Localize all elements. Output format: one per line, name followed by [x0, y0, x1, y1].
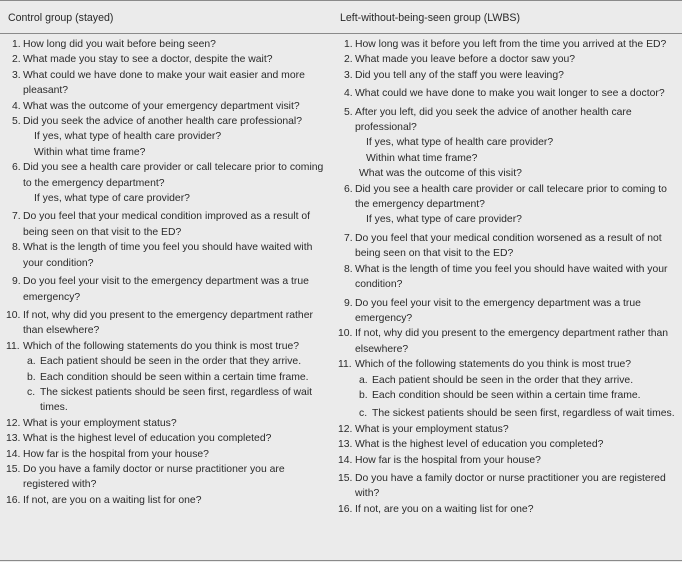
- control-q14: 14. How far is the hospital from your house?: [6, 448, 209, 460]
- control-q12: 12. What is your employment status?: [6, 417, 177, 429]
- lwbs-q1: 1. How long was it before you left from the time you arrived at the ED?: [344, 39, 667, 50]
- lwbs-q6a: If yes, what type of care provider?: [366, 214, 522, 226]
- control-q8: 8. What is the length of time you feel you should have waited with your condition?: [12, 242, 313, 269]
- control-q10: 10. If not, why did you present to the emergency department rather than elsewhere?: [6, 309, 313, 337]
- control-q9: 9. Do you feel your visit to the emergency department was a true emergency?: [12, 276, 309, 303]
- lwbs-q13: 13. What is the highest level of education you completed?: [338, 439, 604, 451]
- control-q6a: If yes, what type of care provider?: [34, 193, 190, 205]
- bottom-rule: [0, 560, 682, 561]
- lwbs-q6: 6. Did you see a health care provider or call telecare prior to coming to the emergency department?: [344, 183, 667, 211]
- lwbs-q14: 14. How far is the hospital from your house?: [338, 454, 541, 466]
- header-lwbs: Left-without-being-seen group (LWBS): [340, 12, 520, 24]
- lwbs-q5b: Within what time frame?: [366, 152, 478, 164]
- lwbs-q5: 5. After you left, did you seek the advice of another health care professional?: [344, 106, 632, 134]
- control-q4: 4. What was the outcome of your emergency department visit?: [12, 100, 300, 112]
- lwbs-q3: 3. Did you tell any of the staff you were leaving?: [344, 69, 564, 81]
- control-q13: 13. What is the highest level of education you completed?: [6, 433, 272, 445]
- control-q1: 1. How long did you wait before being seen?: [12, 39, 216, 50]
- lwbs-q4: 4. What could we have done to make you wait longer to see a doctor?: [344, 88, 665, 100]
- control-q11: 11. Which of the following statements do you think is most true?: [6, 340, 300, 352]
- lwbs-q7: 7. Do you feel that your medical condition worsened as a result of not being seen on that visit to the ED?: [344, 232, 662, 260]
- lwbs-q15: 15. Do you have a family doctor or nurse practitioner you are registered with?: [338, 472, 666, 500]
- header-control: Control group (stayed): [8, 12, 114, 24]
- control-q16: 16. If not, are you on a waiting list for one?: [6, 494, 202, 506]
- control-q11c: c. The sickest patients should be seen first, regardless of wait times.: [27, 386, 313, 414]
- lwbs-q11b: b. Each condition should be seen within a certain time frame.: [359, 389, 641, 401]
- control-q11b: b. Each condition should be seen within a certain time frame.: [27, 371, 309, 383]
- control-q5: 5. Did you seek the advice of another health care professional?: [12, 116, 302, 128]
- control-q5a: If yes, what type of health care provider?: [34, 131, 222, 143]
- lwbs-q9: 9. Do you feel your visit to the emergency department was a true emergency?: [344, 297, 641, 324]
- lwbs-column: [340, 37, 676, 517]
- control-q11a: a. Each patient should be seen in the order that they arrive.: [27, 356, 302, 368]
- table-header: [0, 0, 682, 34]
- lwbs-q11a: a. Each patient should be seen in the order that they arrive.: [359, 374, 634, 386]
- control-q7: 7. Do you feel that your medical condition improved as a result of being seen on that visit to the ED?: [12, 211, 311, 238]
- lwbs-q2: 2. What made you leave before a doctor saw you?: [344, 54, 576, 66]
- control-column: [8, 37, 330, 508]
- control-q6: 6. Did you see a health care provider or call telecare prior to coming to the emergency department?: [12, 162, 324, 189]
- control-q2: 2. What made you stay to see a doctor, despite the wait?: [12, 54, 273, 66]
- control-q15: 15. Do you have a family doctor or nurse practitioner you are registered with?: [6, 463, 285, 491]
- lwbs-q16: 16. If not, are you on a waiting list for one?: [338, 503, 534, 515]
- lwbs-q8: 8. What is the length of time you feel you should have waited with your condition?: [344, 263, 668, 291]
- lwbs-q12: 12. What is your employment status?: [338, 423, 509, 435]
- control-q3: 3. What could we have done to make your wait easier and more pleasant?: [12, 69, 305, 97]
- lwbs-q11c: c. The sickest patients should be seen first, regardless of wait times.: [359, 408, 675, 420]
- lwbs-q11: 11. Which of the following statements do you think is most true?: [338, 359, 632, 371]
- lwbs-q5a: If yes, what type of health care provider?: [366, 137, 554, 149]
- lwbs-q10: 10. If not, why did you present to the emergency department rather than elsewhere?: [338, 328, 669, 355]
- control-q5b: Within what time frame?: [34, 146, 146, 158]
- lwbs-q5c: What was the outcome of this visit?: [359, 168, 522, 180]
- header-rule: [0, 33, 682, 34]
